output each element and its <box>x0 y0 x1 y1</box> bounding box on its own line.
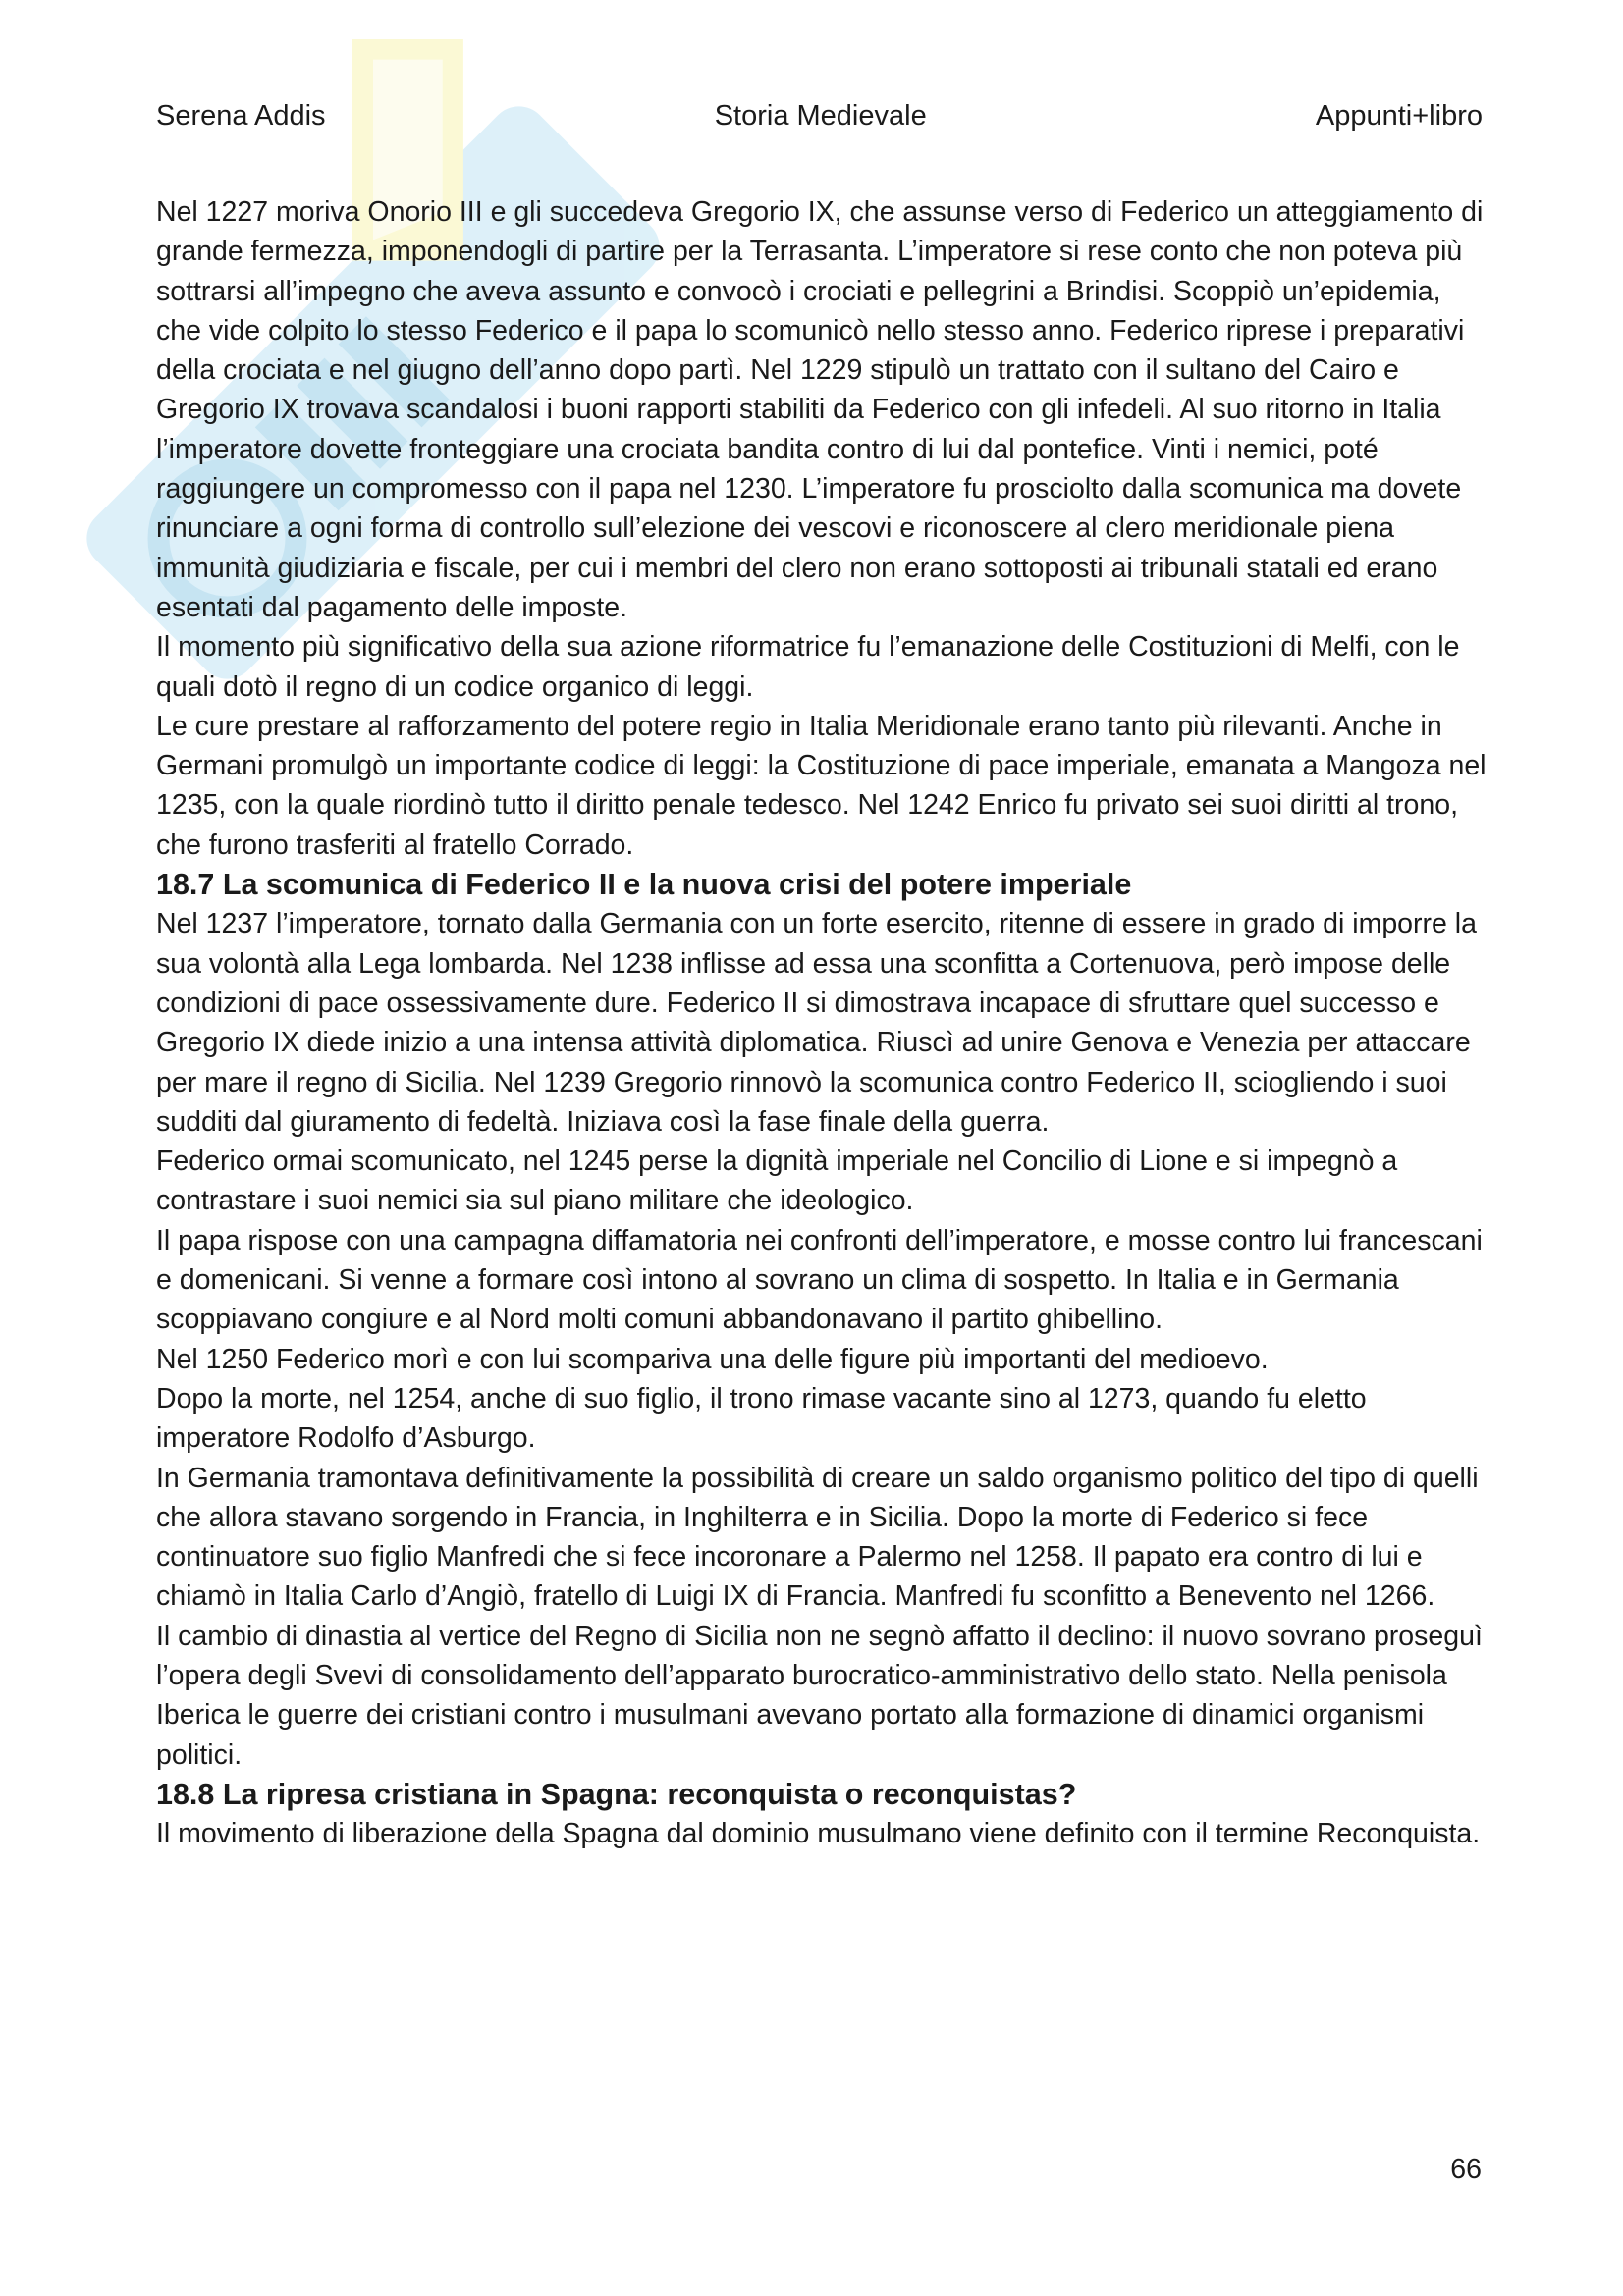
paragraph: Il momento più significativo della sua azione riformatrice fu l’emanazione delle Costituzioni di Melfi, con le quali dotò il regno di un codice organico di leggi. <box>156 631 1460 703</box>
paragraph: In Germania tramontava definitivamente la possibilità di creare un saldo organismo politico del tipo di quelli che allora stavano sorgendo in Francia, in Inghilterra e in Sicilia. Dopo la morte di Federico si fece continuatore suo figlio Manfredi che si fece incoronare a Palermo nel 1258. Il papato era contro di lui e chiamò in Italia Carlo d’Angiò, fratello di Luigi IX di Francia. Manfredi fu sconfitto a Benevento nel 1266. <box>156 1462 1479 1613</box>
section-heading: 18.8 La ripresa cristiana in Spagna: reconquista o reconquistas? <box>156 1777 1077 1811</box>
header-subject: Storia Medievale <box>714 99 927 132</box>
page-number: 66 <box>1450 2154 1482 2185</box>
paragraph: Nel 1250 Federico morì e con lui scompariva una delle figure più importanti del medioevo. <box>156 1343 1269 1375</box>
paragraph: Il movimento di liberazione della Spagna dal dominio musulmano viene definito con il termine Reconquista. <box>156 1818 1481 1850</box>
paragraph: Il papa rispose con una campagna diffamatoria nei confronti dell’imperatore, e mosse contro lui francescani e domenicani. Si venne a formare così intono al sovrano un clima di sospetto. In Italia e in Germania scoppiavano congiure e al Nord molti comuni abbandonavano il partito ghibellino. <box>156 1224 1483 1336</box>
header-author: Serena Addis <box>156 99 326 132</box>
paragraph: Dopo la morte, nel 1254, anche di suo figlio, il trono rimase vacante sino al 1273, quando fu eletto imperatore Rodolfo d’Asburgo. <box>156 1382 1367 1455</box>
paragraph: Nel 1237 l’imperatore, tornato dalla Germania con un forte esercito, ritenne di essere in grado di imporre la sua volontà alla Lega lombarda. Nel 1238 inflisse ad essa una sconfitta a Cortenuova, però impose delle condizioni di pace ossessivamente dure. Federico II si dimostrava incapace di sfruttare quel successo e Gregorio IX diede inizio a una intensa attività diplomatica. Riuscì ad unire Genova e Venezia per attaccare per mare il regno di Sicilia. Nel 1239 Gregorio rinnovò la scomunica contro Federico II, sciogliendo i suoi sudditi dal giuramento di fedeltà. Iniziava così la fase finale della guerra. <box>156 908 1477 1138</box>
section-heading: 18.7 La scomunica di Federico II e la nuova crisi del potere imperiale <box>156 868 1132 902</box>
document-body <box>156 192 1491 1853</box>
header-note: Appunti+libro <box>1315 99 1483 132</box>
page-header <box>156 94 1483 137</box>
paragraph: Federico ormai scomunicato, nel 1245 perse la dignità imperiale nel Concilio di Lione e si impegnò a contrastare i suoi nemici sia sul piano militare che ideologico. <box>156 1146 1398 1217</box>
paragraph: Nel 1227 moriva Onorio III e gli succedeva Gregorio IX, che assunse verso di Federico un atteggiamento di grande fermezza, imponendogli di partire per la Terrasanta. L’imperatore si rese conto che non poteva più sottrarsi all’impegno che aveva assunto e convocò i crociati e pellegrini a Brindisi. Scoppiò un’epidemia, che vide colpito lo stesso Federico e il papa lo scomunicò nello stesso anno. Federico riprese i preparativi della crociata e nel giugno dell’anno dopo partì. Nel 1229 stipulò un trattato con il sultano del Cairo e Gregorio IX trovava scandalosi i buoni rapporti stabiliti da Federico con gli infedeli. Al suo ritorno in Italia l’imperatore dovette fronteggiare una crociata bandita contro di lui dal pontefice. Vinti i nemici, poté raggiungere un compromesso con il papa nel 1230. L’imperatore fu prosciolto dalla scomunica ma dovete rinunciare a ogni forma di controllo sull’elezione dei vescovi e riconoscere al clero meridionale piena immunità giudiziaria e fiscale, per cui i membri del clero non erano sottoposti ai tribunali statali ed erano esentati dal pagamento delle imposte. <box>156 196 1484 623</box>
paragraph: Le cure prestare al rafforzamento del potere regio in Italia Meridionale erano tanto più rilevanti. Anche in Germani promulgò un importante codice di leggi: la Costituzione di pace imperiale, emanata a Mangoza nel 1235, con la quale riordinò tutto il diritto penale tedesco. Nel 1242 Enrico fu privato sei suoi diritti al trono, che furono trasferiti al fratello Corrado. <box>156 710 1487 861</box>
paragraph: Il cambio di dinastia al vertice del Regno di Sicilia non ne segnò affatto il declino: il nuovo sovrano proseguì l’opera degli Svevi di consolidamento dell’apparato burocratico-amministrativo dello stato. Nella penisola Iberica le guerre dei cristiani contro i musulmani avevano portato alla formazione di dinamici organismi politici. <box>156 1620 1483 1771</box>
